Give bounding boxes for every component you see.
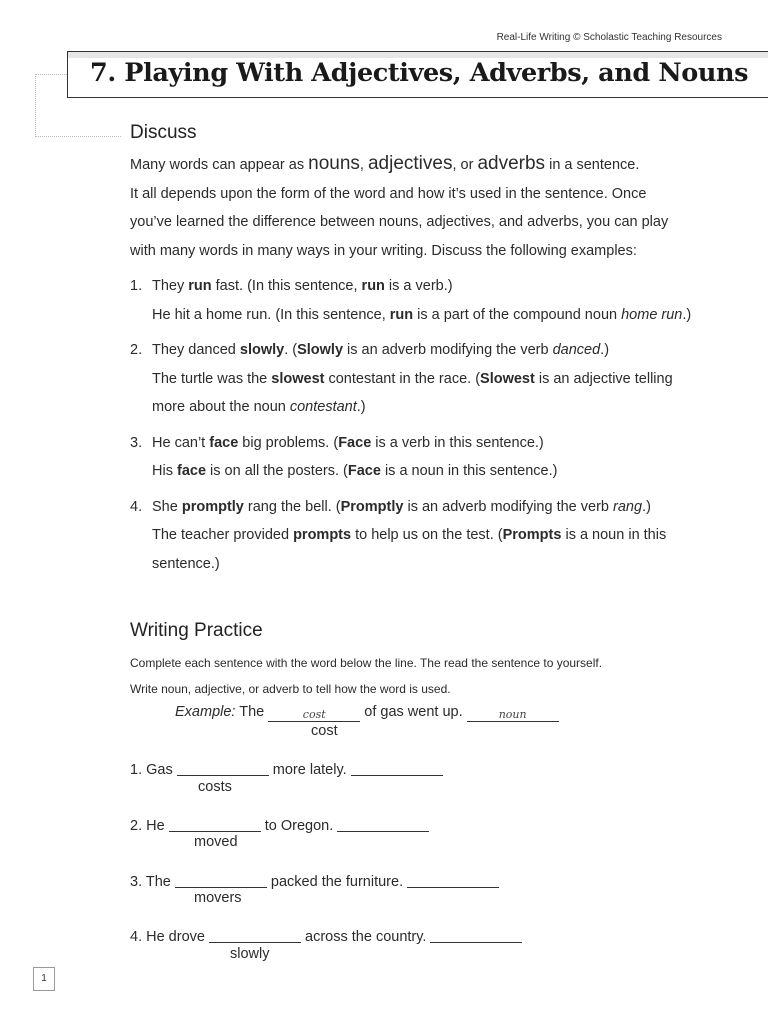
writing-practice-heading: Writing Practice xyxy=(130,620,263,641)
example-item: 4. She promptly rang the bell. (Promptly is an adverb modifying the verb rang.) The teacher provided prompts to help us on the test. (Prompts is a noun in this sentence.) xyxy=(130,498,667,572)
practice-example: Example: The cost of gas went up. noun xyxy=(175,704,559,722)
practice-instructions: Complete each sentence with the word below the line. The read the sentence to yourself. Write noun, adjective, or adverb to tell how the word is used. xyxy=(130,656,603,696)
cue-word: movers xyxy=(194,890,242,906)
example-list xyxy=(130,272,750,585)
practice-item-1: 1. Gas more lately. xyxy=(130,760,443,778)
practice-item-4: 4. He drove across the country. xyxy=(130,927,522,945)
example-item: 1. They run fast. (In this sentence, run is a verb.) He hit a home run. (In this sentence, run is a part of the compound noun home run.) xyxy=(130,278,692,323)
practice-item-3: 3. The packed the furniture. xyxy=(130,872,499,890)
page-title: 7. Playing With Adjectives, Adverbs, and Nouns xyxy=(90,58,749,88)
answer-blank[interactable] xyxy=(209,927,301,943)
discuss-heading: Discuss xyxy=(130,122,197,143)
example-type-blank: noun xyxy=(467,706,559,722)
word-adjectives: adjectives xyxy=(367,153,453,174)
page-number: 1 xyxy=(33,967,55,991)
discuss-paragraph xyxy=(130,150,750,265)
example-item: 3. He can’t face big problems. (Face is a verb in this sentence.) His face is on all the posters. (Face is a noun in this sentence.) xyxy=(130,434,558,479)
discuss-line-2: It all depends upon the form of the word and how it’s used in the sentence. Once xyxy=(130,185,647,202)
discuss-line-4: with many words in many ways in your writing. Discuss the following examples: xyxy=(130,242,637,259)
cue-word: moved xyxy=(194,834,238,850)
answer-blank[interactable] xyxy=(175,872,267,888)
example-answer-blank: cost xyxy=(268,706,360,722)
cue-word: costs xyxy=(198,779,232,795)
word-adverbs: adverbs xyxy=(477,153,546,174)
word-type-blank[interactable] xyxy=(430,927,522,943)
answer-blank[interactable] xyxy=(169,816,261,832)
word-type-blank[interactable] xyxy=(337,816,429,832)
discuss-line-3: you’ve learned the difference between nouns, adjectives, and adverbs, you can play xyxy=(130,214,669,230)
credit-line: Real-Life Writing © Scholastic Teaching Resources xyxy=(496,32,722,43)
word-type-blank[interactable] xyxy=(407,872,499,888)
word-type-blank[interactable] xyxy=(351,760,443,776)
cue-word: slowly xyxy=(230,946,270,962)
practice-item-2: 2. He to Oregon. xyxy=(130,816,429,834)
title-bar xyxy=(67,51,768,98)
discuss-line-1: Many words can appear as nouns, adjectives, or adverbs in a sentence. xyxy=(130,153,640,174)
example-cue-word: cost xyxy=(311,723,338,739)
word-nouns: nouns xyxy=(308,153,360,174)
example-item: 2. They danced slowly. (Slowly is an adverb modifying the verb danced.) The turtle was the slowest contestant in the race. (Slowest is an adjective telling more about the noun contestant.) xyxy=(130,342,673,415)
answer-blank[interactable] xyxy=(177,760,269,776)
